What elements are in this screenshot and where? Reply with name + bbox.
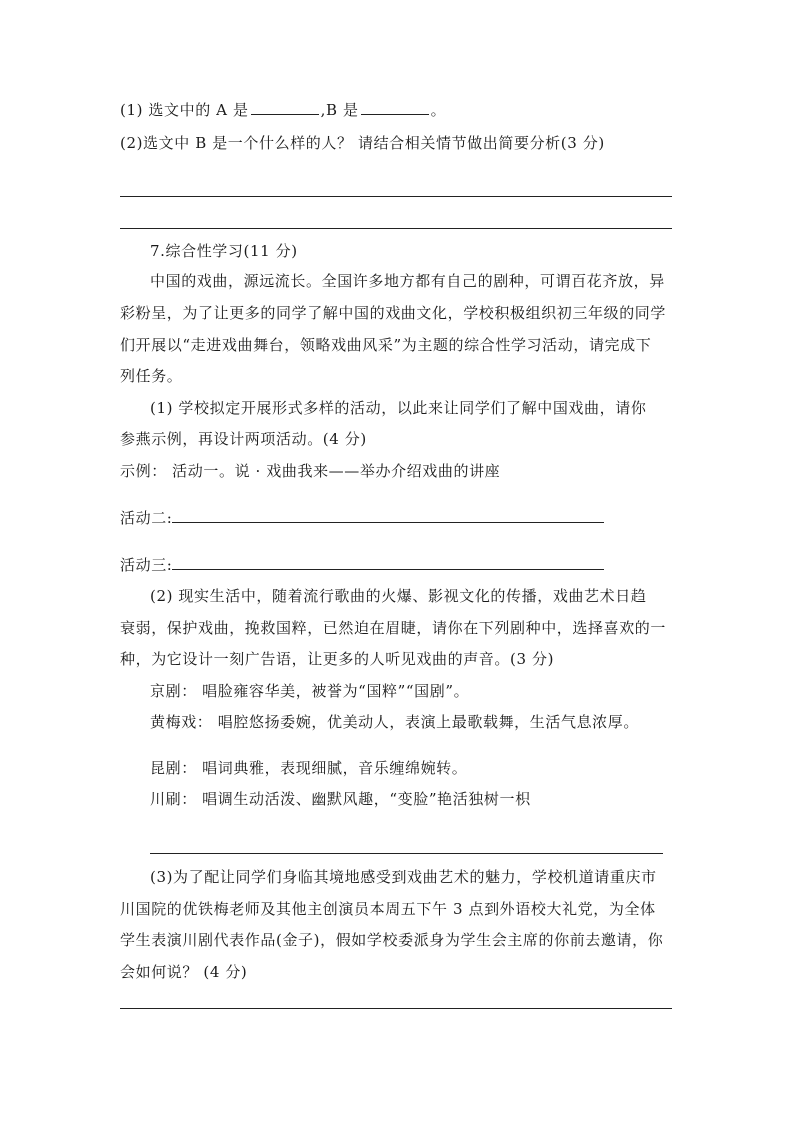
q7-activity3 xyxy=(120,555,604,575)
q7-part2-line-3: 种，为它设计一刻广告语，让更多的人听见戏曲的声音。(3 分) xyxy=(120,650,555,668)
q6-sub1-end: 。 xyxy=(430,101,447,119)
activity3-label: 活动三: xyxy=(120,556,173,574)
opera-chuanju: 川刷： 唱调生动活泼、幽默风趣，“变脸”艳活独树一枳 xyxy=(150,790,531,808)
q7-part1-line-1: (1) 学校拟定开展形式多样的活动，以此来让同学们了解中国戏曲，请你 xyxy=(150,399,647,417)
q7-part3-line-1: (3)为了配让同学们身临其境地感受到戏曲艺术的魅力，学校机道请重庆市 xyxy=(150,868,657,886)
q6-sub1-mid: ,B 是 xyxy=(320,101,359,119)
q7-intro-line-1: 中国的戏曲，源远流长。全国许多地方都有自己的剧种，可谓百花齐放，异 xyxy=(150,272,665,290)
q6-answer-line-1[interactable] xyxy=(120,196,672,197)
opera-huangmeixi: 黄梅戏： 唱腔悠扬委婉，优美动人，表演上最歌载舞，生活气息浓厚。 xyxy=(150,713,639,731)
q7-part2-answer-line[interactable] xyxy=(150,853,663,854)
q7-intro-line-4: 列任务。 xyxy=(120,367,183,385)
q7-part3-answer-line[interactable] xyxy=(120,1008,672,1009)
q7-activity2 xyxy=(120,508,604,528)
q7-title: 7.综合性学习(11 分) xyxy=(150,242,298,260)
q7-part3-line-4: 会如何说？ (4 分) xyxy=(120,963,248,981)
q6-sub2: (2)选文中 B 是一个什么样的人？ 请结合相关情节做出简要分析(3 分) xyxy=(120,134,605,152)
q7-intro-line-3: 们开展以“走进戏曲舞台，领略戏曲风采”为主题的综合性学习活动，请完成下 xyxy=(120,336,652,354)
q7-part2-line-1: (2) 现实生活中，随着流行歌曲的火爆、影视文化的传播，戏曲艺术日趋 xyxy=(150,587,647,605)
q6-sub1-prefix: (1) 选文中的 A 是 xyxy=(120,101,249,119)
q7-part1-line-2: 参燕示例，再设计两项活动。(4 分) xyxy=(120,430,367,448)
q7-example: 示例： 活动一。说 · 戏曲我来——举办介绍戏曲的讲座 xyxy=(120,462,501,480)
activity2-label: 活动二: xyxy=(120,509,173,527)
q7-part3-line-3: 学生表演川剧代表作品(金子)，假如学校委派身为学生会主席的你前去邀请，你 xyxy=(120,931,664,949)
activity2-answer-line[interactable] xyxy=(172,508,604,523)
q7-part2-line-2: 衰弱，保护戏曲，挽救国粹，已然迫在眉睫，请你在下列剧种中，选择喜欢的一 xyxy=(120,619,667,637)
q6-blank-b[interactable] xyxy=(361,100,429,115)
opera-jingju: 京剧： 唱脸雍容华美，被誉为“国粹”“国剧”。 xyxy=(150,682,470,700)
q6-answer-line-2[interactable] xyxy=(120,228,672,229)
opera-kunju: 昆剧： 唱词典雅，表现细腻，音乐缠绵婉转。 xyxy=(150,759,468,777)
q6-sub1 xyxy=(120,100,446,120)
q7-intro-line-2: 彩粉呈，为了让更多的同学了解中国的戏曲文化，学校积极组织初三年级的同学 xyxy=(120,304,667,322)
q6-blank-a[interactable] xyxy=(251,100,319,115)
activity3-answer-line[interactable] xyxy=(172,555,604,570)
q7-part3-line-2: 川国院的优铁梅老师及其他主创演员本周五下午 3 点到外语校大礼党，为全体 xyxy=(120,900,656,918)
